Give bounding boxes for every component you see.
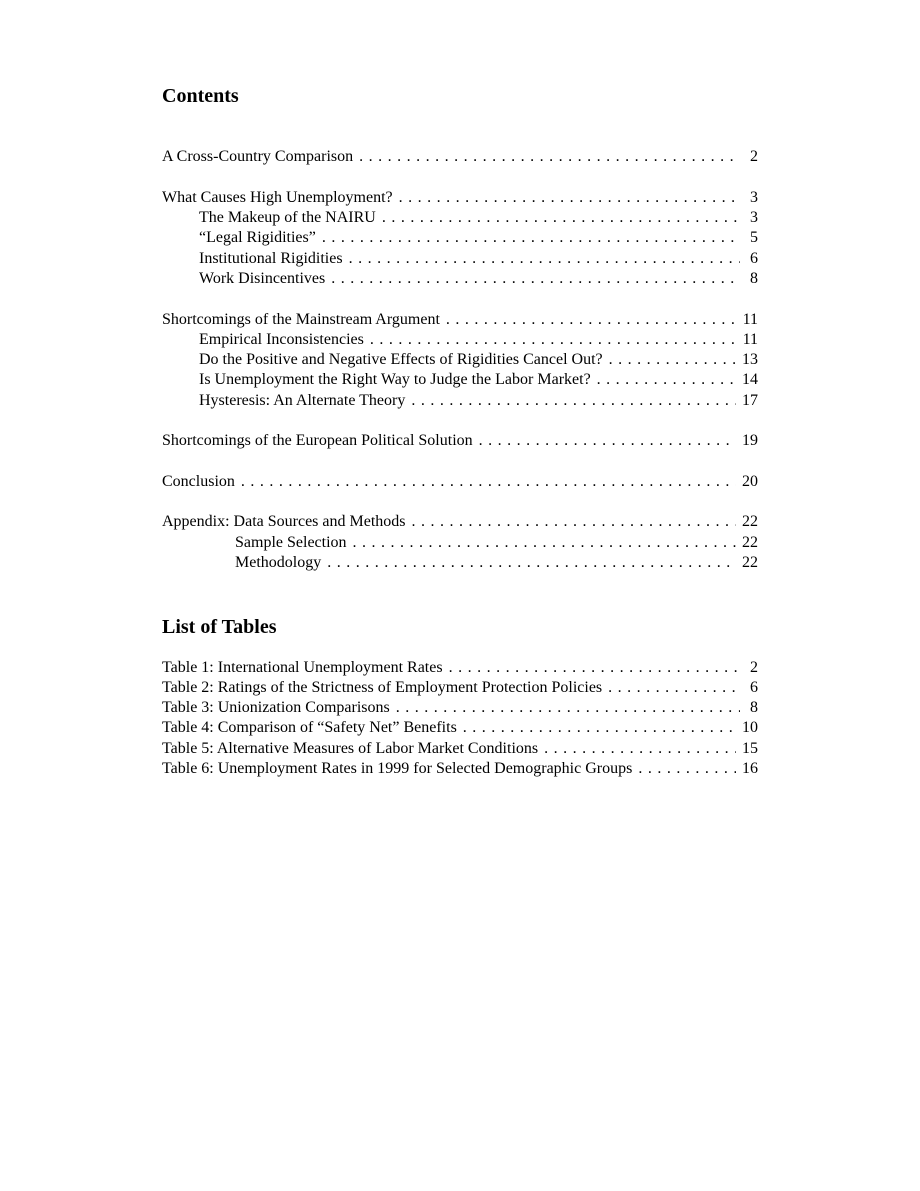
table-list-entry-label: Table 2: Ratings of the Strictness of Employment Protection Policies (162, 679, 603, 696)
toc-entry-page-number: 6 (750, 250, 758, 267)
toc-entry-cross-country-comparison[interactable] (162, 147, 758, 167)
dot-leader (412, 512, 736, 532)
toc-entry-european-political-solution[interactable] (162, 431, 758, 451)
toc-entry-label: Is Unemployment the Right Way to Judge the Labor Market? (199, 371, 591, 388)
toc-entry-conclusion[interactable] (162, 472, 758, 492)
toc-entry-page-number: 19 (742, 432, 758, 449)
table-list-entry-page-number: 16 (742, 760, 758, 777)
dot-leader (479, 431, 736, 451)
table-list-entry-label: Table 5: Alternative Measures of Labor Market Conditions (162, 740, 539, 757)
toc-entry-methodology[interactable] (162, 553, 758, 573)
toc-entry-label: Methodology (235, 554, 322, 571)
dot-leader (353, 533, 736, 553)
table-list-entry-label: Table 4: Comparison of “Safety Net” Benefits (162, 719, 457, 736)
table-list-entry-1[interactable] (162, 658, 758, 678)
dot-leader (449, 658, 740, 678)
toc-entry-page-number: 13 (742, 351, 758, 368)
toc-entry-page-number: 11 (742, 311, 758, 328)
toc-entry-page-number: 2 (750, 148, 758, 165)
table-list-entry-2[interactable] (162, 678, 758, 698)
table-list-entry-page-number: 15 (742, 740, 758, 757)
toc-entry-legal-rigidities[interactable] (162, 228, 758, 248)
toc-entry-page-number: 3 (750, 189, 758, 206)
toc-entry-appendix[interactable] (162, 512, 758, 532)
dot-leader (446, 310, 737, 330)
toc-entry-makeup-of-nairu[interactable] (162, 208, 758, 228)
dot-leader (241, 472, 736, 492)
toc-entry-work-disincentives[interactable] (162, 269, 758, 289)
dot-leader (349, 249, 740, 269)
toc-entry-label: Sample Selection (235, 534, 347, 551)
toc-entry-label: The Makeup of the NAIRU (199, 209, 376, 226)
table-list-entry-6[interactable] (162, 759, 758, 779)
toc-entry-page-number: 22 (742, 554, 758, 571)
dot-leader (331, 269, 740, 289)
toc-entry-what-causes-high-unemployment[interactable] (162, 188, 758, 208)
toc-entry-label: Conclusion (162, 473, 235, 490)
toc-entry-label: Appendix: Data Sources and Methods (162, 513, 406, 530)
table-list-entry-page-number: 10 (742, 719, 758, 736)
table-list-entry-label: Table 1: International Unemployment Rates (162, 659, 443, 676)
toc-entry-label: Hysteresis: An Alternate Theory (199, 392, 406, 409)
toc-entry-page-number: 17 (742, 392, 758, 409)
table-list-entry-page-number: 6 (750, 679, 758, 696)
dot-leader (608, 678, 740, 698)
toc-entry-institutional-rigidities[interactable] (162, 249, 758, 269)
dot-leader (322, 228, 740, 248)
toc-entry-label: A Cross-Country Comparison (162, 148, 354, 165)
dot-leader (638, 759, 736, 779)
dot-leader (597, 370, 736, 390)
toc-entry-label: Shortcomings of the Mainstream Argument (162, 311, 440, 328)
dot-leader (544, 739, 736, 759)
table-list-entry-page-number: 2 (750, 659, 758, 676)
table-list-entry-4[interactable] (162, 718, 758, 738)
table-list-entry-5[interactable] (162, 739, 758, 759)
dot-leader (359, 147, 740, 167)
toc-entry-label: What Causes High Unemployment? (162, 189, 393, 206)
toc-entry-label: Institutional Rigidities (199, 250, 343, 267)
toc-entry-page-number: 3 (750, 209, 758, 226)
toc-entry-label: Empirical Inconsistencies (199, 331, 364, 348)
dot-leader (399, 188, 740, 208)
toc-entry-hysteresis[interactable] (162, 391, 758, 411)
table-list-entry-label: Table 3: Unionization Comparisons (162, 699, 390, 716)
toc-entry-effects-cancel-out[interactable] (162, 350, 758, 370)
table-list-entry-3[interactable] (162, 698, 758, 718)
toc-entry-judge-labor-market[interactable] (162, 370, 758, 390)
dot-leader (396, 698, 740, 718)
toc-entry-label: Work Disincentives (199, 270, 326, 287)
contents-heading: Contents (162, 85, 239, 107)
list-of-tables-heading: List of Tables (162, 616, 277, 638)
toc-entry-label: Do the Positive and Negative Effects of Rigidities Cancel Out? (199, 351, 603, 368)
toc-entry-sample-selection[interactable] (162, 533, 758, 553)
dot-leader (609, 350, 736, 370)
toc-entry-empirical-inconsistencies[interactable] (162, 330, 758, 350)
toc-entry-page-number: 20 (742, 473, 758, 490)
dot-leader (411, 391, 736, 411)
toc-entry-page-number: 22 (742, 534, 758, 551)
toc-entry-page-number: 8 (750, 270, 758, 287)
toc-entry-page-number: 14 (742, 371, 758, 388)
dot-leader (463, 718, 736, 738)
dot-leader (370, 330, 737, 350)
toc-entry-page-number: 5 (750, 229, 758, 246)
dot-leader (327, 553, 736, 573)
toc-entry-page-number: 22 (742, 513, 758, 530)
toc-entry-page-number: 11 (742, 331, 758, 348)
table-list-entry-label: Table 6: Unemployment Rates in 1999 for Selected Demographic Groups (162, 760, 633, 777)
table-list-entry-page-number: 8 (750, 699, 758, 716)
toc-entry-label: “Legal Rigidities” (199, 229, 316, 246)
toc-entry-shortcomings-mainstream-argument[interactable] (162, 310, 758, 330)
dot-leader (382, 208, 740, 228)
toc-entry-label: Shortcomings of the European Political Solution (162, 432, 473, 449)
